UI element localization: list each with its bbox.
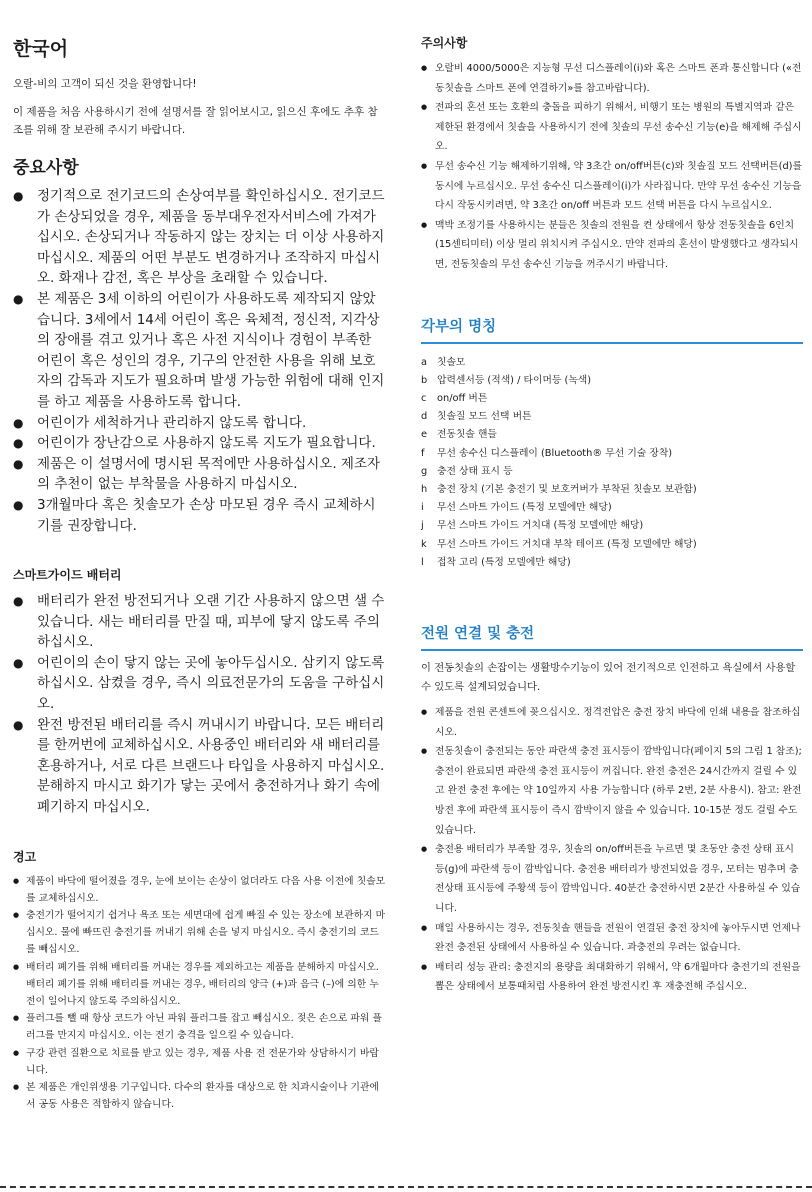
warning-item: ● 구강 관련 질환으로 치료를 받고 있는 경우, 제품 사용 전 전문가와 상담하시기 바랍니다.	[13, 1045, 387, 1079]
warning-item: ● 본 제품은 개인위생용 기구입니다. 다수의 환자를 대상으로 한 치과시술이나 기관에서 공동 사용은 적합하지 않습니다.	[13, 1079, 387, 1113]
important-item: ● 3개월마다 혹은 칫솔모가 손상 마모된 경우 즉시 교체하시기를 권장합니다.	[13, 495, 387, 536]
part-name: 전동칫솔 핸들	[437, 429, 497, 441]
part-item	[421, 463, 803, 481]
right-column	[421, 28, 803, 997]
part-name: 압력센서등 (적색) / 타이머등 (녹색)	[437, 374, 592, 386]
power-item: ● 배터리 성능 관리: 충전지의 용량을 최대화하기 위해서, 약 6개월마다 충전기의 전원을 뽑은 상태에서 보통때처럼 사용하여 완전 방전시킨 후 재충전해 주십시오.	[421, 958, 803, 997]
important-item: ● 정기적으로 전기코드의 손상여부를 확인하십시오. 전기코드가 손상되었을 경우, 제품을 동부대우전자서비스에 가져가십시오. 손상되거나 작동하지 않는 장치는 더 이상 사용하지 마십시오. 제품의 어떤 부분도 변경하거나 조작하지 마십시오. 화재나 감전, 혹은 부상을 초래할 수 있습니다.	[13, 186, 387, 289]
warning-title: 경고	[13, 849, 37, 864]
part-item	[421, 536, 803, 554]
part-name: 칫솔질 모드 선택 버튼	[437, 411, 532, 423]
power-item: ● 전동칫솔이 충전되는 동안 파란색 충전 표시등이 깜박입니다(페이지 5의 그림 1 참조); 충전이 완료되면 파란색 충전 표시등이 꺼집니다. 완전 충전은 24시간까지 걸릴 수 있고 완전 충전 후에는 약 10일까지 사용 가능합니다 (하루 2번, 2분 사용시). 참고: 완전 방전 후에 파란색 표시등이 즉시 깜박이지 않을 수 있습니다. 10-15분 정도 걸릴 수도 있습니다.	[421, 742, 803, 840]
part-name: 무선 스마트 가이드 거치대 (특정 모델에만 해당)	[437, 520, 644, 532]
part-letter: l	[421, 556, 424, 568]
part-letter: e	[421, 429, 428, 441]
important-item: ● 어린이가 장난감으로 사용하지 않도록 지도가 필요합니다.	[13, 433, 387, 454]
warning-item: ● 제품이 바닥에 떨어졌을 경우, 눈에 보이는 손상이 없더라도 다음 사용 이전에 칫솔모를 교체하십시오.	[13, 873, 387, 907]
important-item: ● 제품은 이 설명서에 명시된 목적에만 사용하십시오. 제조자의 추천이 없는 부착물을 사용하지 마십시오.	[13, 454, 387, 495]
part-item	[421, 426, 803, 444]
caution-item: ● 오랄비 4000/5000은 지능형 무선 디스플레이(i)와 혹은 스마트 폰과 통신합니다 («전동칫솔을 스마트 폰에 연결하기»를 참고바랍니다).	[421, 59, 803, 98]
part-name: on/off 버튼	[437, 392, 488, 404]
part-name: 충전 장치 (기본 충전기 및 보호커버가 부착된 칫솔모 보관함)	[437, 483, 697, 495]
part-name: 무선 송수신 디스플레이 (Bluetooth® 무선 기술 장착)	[437, 447, 673, 459]
part-item	[421, 554, 803, 572]
part-name: 무선 스마트 가이드 거치대 부착 테이프 (특정 모델에만 해당)	[437, 538, 697, 550]
warning-item: ● 플러그를 뺄 때 항상 코드가 아닌 파워 플러그를 잡고 빼십시오. 젖은 손으로 파워 플러그를 만지지 마십시오. 이는 전기 충격을 일으킬 수 있습니다.	[13, 1010, 387, 1044]
battery-item: ● 배터리가 완전 방전되거나 오랜 기간 사용하지 않으면 샐 수 있습니다. 새는 배터리를 만질 때, 피부에 닿지 않도록 주의하십시오.	[13, 591, 387, 653]
part-letter: d	[421, 411, 428, 423]
important-list	[13, 186, 387, 536]
language-title: 한국어	[13, 38, 69, 60]
part-letter: f	[421, 447, 425, 459]
part-item	[421, 354, 803, 372]
part-name: 칫솔모	[437, 356, 466, 368]
part-letter: h	[421, 483, 428, 495]
parts-title: 각부의 명칭	[421, 315, 803, 344]
part-letter: a	[421, 356, 428, 368]
warning-item: ● 충전기가 떨어지기 쉽거나 욕조 또는 세면대에 쉽게 빠질 수 있는 장소에 보관하지 마십시오. 물에 빠뜨린 충전기를 꺼내기 위해 손을 넣지 마십시오. 즉시 충전기의 코드를 빼십시오.	[13, 907, 387, 959]
intro-text: 이 제품을 처음 사용하시기 전에 설명서를 잘 읽어보시고, 읽으신 후에도 추후 참조를 위해 잘 보관해 주시기 바랍니다.	[13, 106, 378, 136]
power-intro: 이 전동칫솔의 손잡이는 생활방수기능이 있어 전기적으로 인전하고 욕실에서 사용할 수 있도록 설계되었습니다.	[421, 661, 796, 693]
caution-item: ● 무선 송수신 기능 해제하기위해, 약 3초간 on/off버튼(c)와 칫솔질 모드 선택버튼(d)를 동시에 누르십시오. 무선 송수신 디스플레이(i)가 사라집니다. 만약 무선 송수신 기능을 다시 작동시키려면, 약 3초간 on/off 버튼과 모드 선택 버튼을 다시 누르십시오.	[421, 157, 803, 216]
welcome-text: 오랄-비의 고객이 되신 것을 환영합니다!	[13, 78, 197, 90]
part-name: 충전 상태 표시 등	[437, 465, 513, 477]
battery-item: ● 어린이의 손이 닿지 않는 곳에 놓아두십시오. 삼키지 않도록 하십시오. 삼켰을 경우, 즉시 의료전문가의 도움을 구하십시오.	[13, 653, 387, 715]
warning-item: ● 배터리 폐기를 위해 배터리를 꺼내는 경우를 제외하고는 제품을 분해하지 마십시오. 배터리 폐기를 위해 배터리를 꺼내는 경우, 배터리의 양극 (+)과 음극 (–)에 의한 누전이 일어나지 않도록 주의하십시오.	[13, 959, 387, 1011]
part-letter: i	[421, 502, 424, 514]
left-column	[13, 28, 387, 1113]
part-letter: k	[421, 538, 427, 550]
part-letter: g	[421, 465, 428, 477]
battery-list	[13, 591, 387, 818]
part-letter: b	[421, 374, 428, 386]
caution-item: ● 맥박 조정기를 사용하시는 분들은 칫솔의 전원을 켠 상태에서 항상 전동칫솔을 6인치(15센티미터) 이상 멀리 위치시켜 주십시오. 만약 전파의 혼선이 발생했다고 생각되시면, 전동칫솔의 무선 송수신 기능을 꺼주시기 바랍니다.	[421, 216, 803, 275]
page-bottom-rule	[0, 1186, 812, 1188]
caution-item: ● 전파의 혼선 또는 호환의 충돌을 피하기 위해서, 비행기 또는 병원의 특별지역과 같은 제한된 환경에서 칫솔을 사용하시기 전에 칫솔의 무선 송수신 기능(e)을 해제해 주십시오.	[421, 98, 803, 157]
part-item	[421, 372, 803, 390]
important-item: ● 어린이가 세척하거나 관리하지 않도록 합니다.	[13, 413, 387, 434]
part-item	[421, 445, 803, 463]
warning-list	[13, 873, 387, 1114]
part-letter: j	[421, 520, 424, 532]
power-item: ● 충전용 배터리가 부족할 경우, 칫솔의 on/off버튼을 누르면 몇 초동안 충전 상태 표시등(g)에 파란색 등이 깜박입니다. 충전용 배터리가 방전되었을 경우, 모터는 멈추며 충전상태 표시등에 주황색 등이 깜박입니다. 40분간 충전하시면 2분간 사용하실 수 있습니다.	[421, 840, 803, 918]
part-item	[421, 499, 803, 517]
battery-title: 스마트가이드 배터리	[13, 568, 122, 583]
part-name: 무선 스마트 가이드 (특정 모델에만 해당)	[437, 502, 612, 514]
battery-item: ● 완전 방전된 배터리를 즉시 꺼내시기 바랍니다. 모든 배터리를 한꺼번에 교체하십시오. 사용중인 배터리와 새 배터리를 혼용하거나, 서로 다른 브랜드나 타입을 사용하지 마십시오. 분해하지 마시고 화기가 닿는 곳에서 충전하거나 화기 속에 폐기하지 마십시오.	[13, 715, 387, 818]
part-item	[421, 390, 803, 408]
parts-list	[421, 354, 803, 572]
caution-list	[421, 59, 803, 275]
part-name: 접착 고리 (특정 모델에만 해당)	[437, 556, 571, 568]
power-list	[421, 703, 803, 997]
part-letter: c	[421, 392, 427, 404]
important-item: ● 본 제품은 3세 이하의 어린이가 사용하도록 제작되지 않았습니다. 3세에서 14세 어린이 혹은 육체적, 정신적, 지각상의 장애를 겪고 있거나 혹은 사전 지식이나 경험이 부족한 어린이 혹은 성인의 경우, 기구의 안전한 사용을 위해 보호자의 감독과 지도가 필요하며 발생 가능한 위험에 대해 인지를 하고 제품을 사용하도록 합니다.	[13, 289, 387, 413]
power-title: 전원 연결 및 충전	[421, 622, 803, 651]
power-item: ● 매일 사용하시는 경우, 전동칫솔 핸들을 전원이 연결된 충전 장치에 놓아두시면 언제나 완전 충전된 상태에서 사용하실 수 있습니다. 과충전의 우려는 없습니다.	[421, 919, 803, 958]
caution-title: 주의사항	[421, 36, 468, 50]
part-item	[421, 517, 803, 535]
part-item	[421, 481, 803, 499]
part-item	[421, 408, 803, 426]
power-item: ● 제품을 전원 콘센트에 꽂으십시오. 정격전압은 충전 장치 바닥에 인쇄 내용을 참조하십시오.	[421, 703, 803, 742]
important-title: 중요사항	[13, 158, 79, 178]
